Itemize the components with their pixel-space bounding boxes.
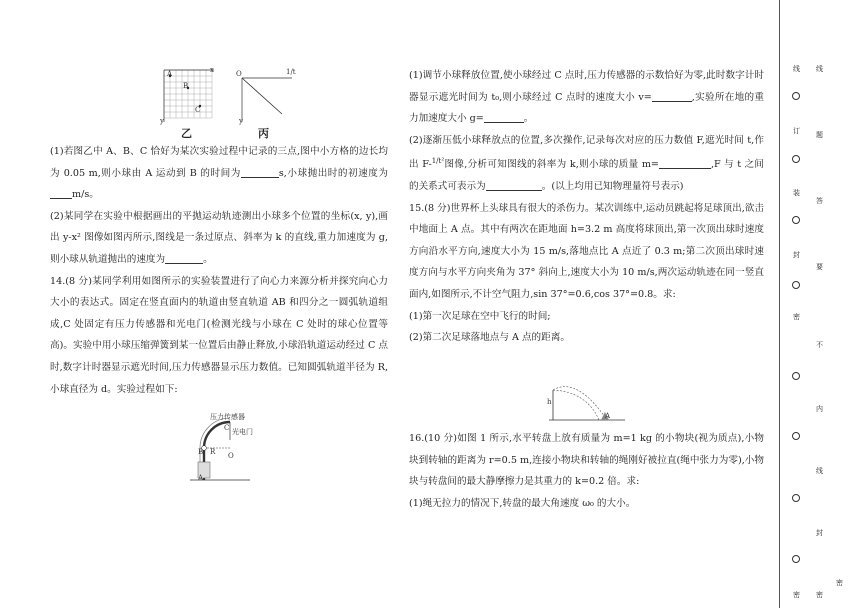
bing-y-axis-label: y [239, 117, 243, 125]
binding-bottom-char: 密 [836, 579, 843, 587]
question-15-part-1: (1)第一次足球在空中飞行的时间; [409, 310, 551, 322]
binding-warning-char: 题 [816, 131, 823, 139]
binding-warning-char: 线 [816, 467, 823, 475]
grid-x-axis-label: x [210, 66, 214, 74]
bing-x-axis-label: 1/t [286, 68, 296, 76]
question-15-stem: 15.(8 分)世界杯上头球具有很大的杀伤力。某次训练中,运动员跳起将足球顶出,欲击中地面上 A 点。其中有两次在距地面 h=3.2 m 高度将球顶出,第一次顶出球时速度方向沿水平方向,速度大小为 15 m/s,落地点比 A 点近了 0.3 m;第二次顶出球时速度方向与水平方向夹角为 37° 斜向上,速度大小为 10 m/s,两次运动轨迹在同一竖直面内,如图所示,不计空气阻力,sin 37°=0.6,cos 37°=0.8。求: [409, 202, 764, 300]
grid-point-a-label: A [167, 70, 173, 78]
question-13-part-1: (1)若图乙中 A、B、C 恰好为某次实验过程中记录的三点,图中小方格的边长均为 0.05 m,则小球由 A 运动到 B 的时间为 s,小球抛出时的初速度为m/s。 [50, 146, 388, 201]
binding-warning-char: 要 [816, 263, 823, 271]
height-h-label: h [547, 398, 552, 406]
binding-bottom-char: 密 [793, 591, 800, 599]
point-b-label: B [198, 448, 204, 456]
answer-blank[interactable] [50, 186, 72, 199]
center-o-label: O [228, 452, 234, 460]
binding-hole [792, 372, 800, 380]
pressure-sensor-label: 压力传感器 [210, 413, 245, 421]
question-13-part-2: (2)某同学在实验中根据画出的平抛运动轨迹测出小球多个位置的坐标(x, y),画出 y-x² 图像如图丙所示,图线是一条过原点、斜率为 k 的直线,重力加速度为 g,则小球从轨道抛出的速度为 。 [50, 210, 388, 265]
fraction-one-over-t-squared: 1/t² [431, 157, 445, 166]
answer-blank[interactable] [652, 89, 692, 102]
bing-origin-label: O [236, 70, 242, 78]
figure-bing-caption: 丙 [258, 127, 269, 140]
binding-warning-char: 线 [816, 65, 823, 73]
point-a-label: A [198, 474, 204, 482]
grid-point-b-label: B [183, 82, 189, 90]
binding-warning-char: 封 [816, 529, 823, 537]
binding-char: 装 [793, 189, 800, 197]
radius-r-label: R [210, 448, 216, 456]
point-c-label: C [224, 424, 230, 432]
binding-char: 线 [793, 65, 800, 73]
answer-blank[interactable] [241, 165, 279, 178]
binding-warning-char: 密 [816, 591, 823, 599]
binding-hole [792, 555, 800, 563]
target-a-label: A [605, 412, 611, 420]
figure-grid-yi [156, 66, 216, 124]
binding-warning-char: 内 [816, 405, 823, 413]
question-15-part-2: (2)第二次足球落地点与 A 点的距离。 [409, 332, 570, 344]
figure-yi-caption: 乙 [181, 127, 192, 140]
grid-point-c-label: C [195, 106, 201, 114]
binding-warning-char: 答 [816, 197, 823, 205]
binding-char: 封 [793, 251, 800, 259]
answer-blank[interactable] [484, 110, 524, 123]
answer-blank[interactable] [165, 251, 203, 264]
binding-margin [766, 0, 860, 608]
binding-hole [792, 281, 800, 289]
binding-hole [792, 494, 800, 502]
binding-warning-char: 不 [816, 341, 823, 349]
answer-blank[interactable] [659, 156, 711, 169]
question-14-part-2: (2)逐渐压低小球释放点的位置,多次操作,记录每次对应的压力数值 F,遮光时间 t,作出 F-$^{1/t^2}$图像,分析可知图线的斜率为 k,则小球的质量 m= ,F 与 t 之间的关系式可表示为 。(以上均用已知物理量符号表示) [409, 134, 764, 192]
binding-char: 订 [793, 127, 800, 135]
answer-blank[interactable] [486, 178, 542, 191]
binding-char: 密 [793, 313, 800, 321]
binding-hole [792, 432, 800, 440]
photogate-label: 光电门 [232, 428, 253, 436]
grid-y-axis-label: y [160, 117, 164, 125]
question-14-part-1: (1)调节小球释放位置,使小球经过 C 点时,压力传感器的示数恰好为零,此时数字计时器显示遮光时间为 t₀,则小球经过 C 点时的速度大小 v= ,实验所在地的重力加速度大小 g= 。 [409, 70, 764, 125]
binding-hole [792, 155, 800, 163]
binding-hole [792, 216, 800, 224]
question-14-stem: 14.(8 分)某同学利用如图所示的实验装置进行了向心力来源分析并探究向心力大小的表达式。固定在竖直面内的轨道由竖直轨道 AB 和四分之一圆弧轨道组成,C 处固定有压力传感器和光电门(检测光线与小球在 C 处时的球心位置等高)。实验中用小球压缩弹簧到某一位置后由静止释放,小球沿轨道运动经过 C 点时,数字计时器显示遮光时间,压力传感器显示压力数值。已知圆弧轨道半径为 R,小球直径为 d。实验过程如下: [50, 275, 388, 395]
question-16-part-1: (1)绳无拉力的情况下,转盘的最大角速度 ω₀ 的大小。 [409, 497, 636, 509]
figure-header-trajectory [547, 382, 627, 422]
binding-hole [792, 92, 800, 100]
question-16-stem: 16.(10 分)如图 1 所示,水平转盘上放有质量为 m=1 kg 的小物块(视为质点),小物块到转轴的距离为 r=0.5 m,连接小物块和转轴的绳刚好被拉直(绳中张力为零),小物块与转盘间的最大静摩擦力是其重力的 k=0.2 倍。求: [409, 433, 764, 488]
